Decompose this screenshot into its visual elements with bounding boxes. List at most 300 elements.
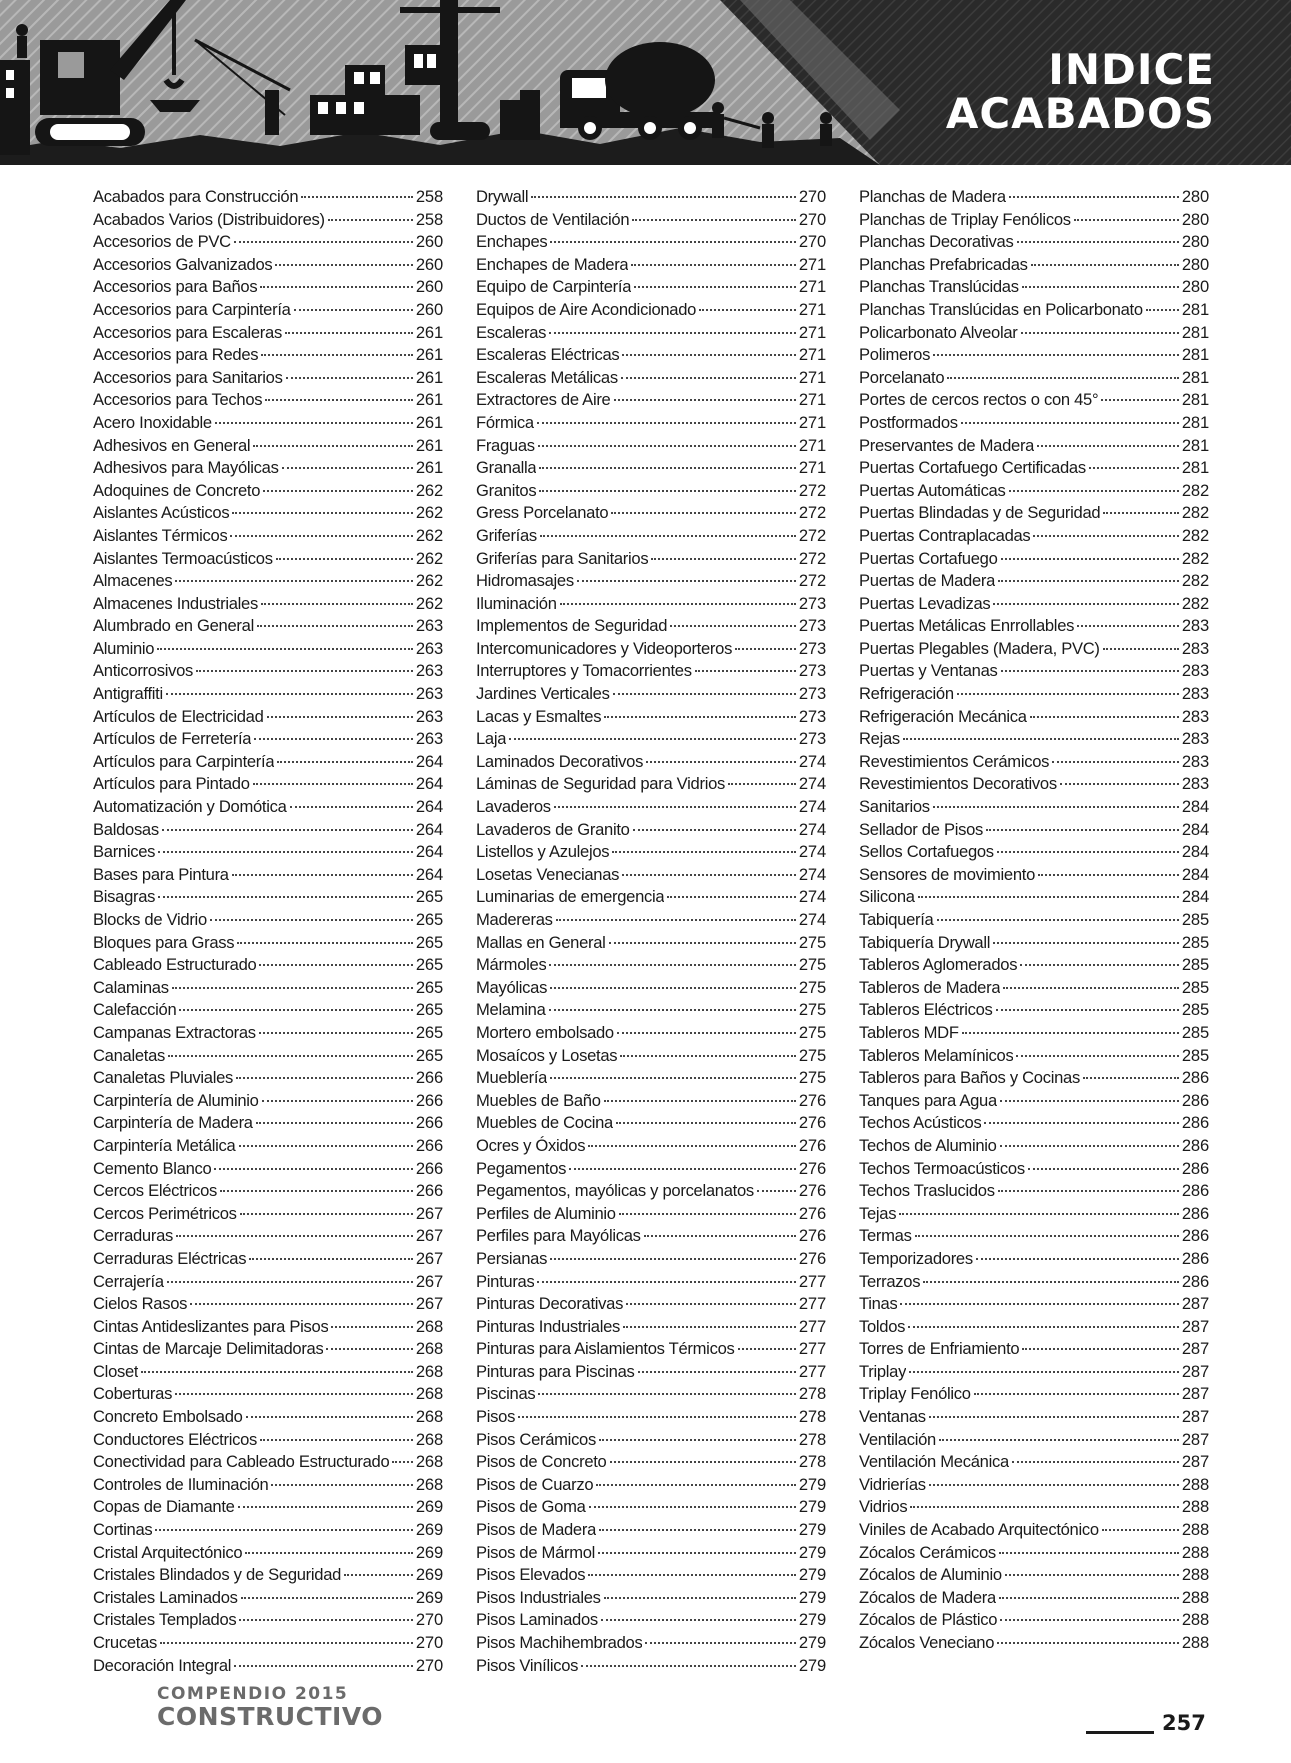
dot-leader <box>240 1213 413 1215</box>
dot-leader <box>604 1100 796 1102</box>
dot-leader <box>344 1574 413 1576</box>
index-entry-name: Accesorios para Carpintería <box>93 299 291 319</box>
index-entry-name: Cerraduras Eléctricas <box>93 1248 247 1268</box>
dot-leader <box>1103 648 1179 650</box>
index-entry-page: 271 <box>798 277 826 297</box>
index-entry-name: Cercos Eléctricos <box>93 1181 217 1201</box>
index-entry-name: Anticorrosivos <box>93 661 194 681</box>
dot-leader <box>253 783 413 785</box>
index-entry-page: 269 <box>415 1497 443 1517</box>
index-entry-page: 288 <box>1181 1542 1209 1562</box>
index-entry-name: Láminas de Seguridad para Vidrios <box>476 774 726 794</box>
index-entry-name: Bases para Pintura <box>93 864 229 884</box>
dot-leader <box>232 874 413 876</box>
index-entry-name: Pisos de Mármol <box>476 1542 596 1562</box>
index-entry-page: 284 <box>1181 842 1209 862</box>
index-entry-name: Laja <box>476 729 507 749</box>
dot-leader <box>301 196 413 198</box>
index-entry-page: 276 <box>798 1203 826 1223</box>
index-entry-name: Cortinas <box>93 1520 153 1540</box>
index-entry <box>859 299 1209 322</box>
index-entry <box>93 231 443 254</box>
index-entry-page: 270 <box>798 187 826 206</box>
index-entry-name: Rejas <box>859 729 900 749</box>
index-entry <box>93 1293 443 1316</box>
index-entry-name: Escaleras <box>476 322 547 342</box>
dot-leader <box>538 445 796 447</box>
index-entry-page: 271 <box>798 254 826 274</box>
dot-leader <box>757 1190 796 1192</box>
index-entry-page: 274 <box>798 910 826 929</box>
index-entry-name: Persianas <box>476 1248 548 1268</box>
index-entry <box>476 1135 826 1158</box>
index-entry-page: 279 <box>798 1542 826 1562</box>
index-entry-name: Interruptores y Tomacorrientes <box>476 661 692 681</box>
index-entry-page: 271 <box>798 390 826 410</box>
index-entry-page: 288 <box>1181 1565 1209 1585</box>
dot-leader <box>160 1642 413 1644</box>
dot-leader <box>604 1597 796 1599</box>
index-entry <box>93 1158 443 1181</box>
dot-leader <box>540 535 796 537</box>
dot-leader <box>667 896 796 898</box>
dot-leader <box>589 1506 796 1508</box>
index-entry-page: 265 <box>415 1000 443 1020</box>
index-entry-name: Tanques para Agua <box>859 1090 997 1110</box>
index-entry <box>859 864 1209 887</box>
dot-leader <box>176 1235 413 1237</box>
index-entry-page: 281 <box>1181 367 1209 387</box>
dot-leader <box>238 1506 413 1508</box>
dot-leader <box>286 377 413 379</box>
index-entry-name: Blocks de Vidrio <box>93 910 207 929</box>
index-entry <box>859 389 1209 412</box>
index-entry <box>859 367 1209 390</box>
index-entry-page: 274 <box>798 797 826 817</box>
index-entry-page: 266 <box>415 1113 443 1133</box>
dot-leader <box>179 1009 413 1011</box>
index-entry <box>859 593 1209 616</box>
dot-leader <box>1102 1529 1179 1531</box>
index-entry <box>93 886 443 909</box>
index-entry-name: Puertas Cortafuego <box>859 548 998 568</box>
index-entry-name: Sensores de movimiento <box>859 864 1036 884</box>
index-entry <box>476 1542 826 1565</box>
index-entry-name: Automatización y Domótica <box>93 797 287 817</box>
index-entry-name: Carpintería Metálica <box>93 1135 236 1155</box>
index-entry-name: Puertas Metálicas Enrrollables <box>859 616 1075 636</box>
index-entry-name: Accesorios para Techos <box>93 390 263 410</box>
index-entry-page: 278 <box>798 1384 826 1404</box>
index-entry <box>859 1429 1209 1452</box>
dot-leader <box>610 1461 796 1463</box>
index-entry-page: 263 <box>415 638 443 658</box>
index-entry-name: Torres de Enfriamiento <box>859 1339 1020 1359</box>
index-entry-name: Pinturas Decorativas <box>476 1294 624 1314</box>
dot-leader <box>947 377 1179 379</box>
dot-leader <box>1001 558 1179 560</box>
dot-leader <box>261 603 413 605</box>
index-entry-name: Planchas Decorativas <box>859 232 1014 252</box>
index-entry-name: Adhesivos en General <box>93 435 251 455</box>
dot-leader <box>230 535 412 537</box>
index-entry-name: Tableros Melamínicos <box>859 1045 1014 1065</box>
index-entry <box>476 1496 826 1519</box>
index-entry-name: Cintas Antideslizantes para Pisos <box>93 1316 329 1336</box>
index-entry <box>476 1564 826 1587</box>
index-entry <box>93 1112 443 1135</box>
index-entry-page: 287 <box>1181 1407 1209 1427</box>
index-entry-name: Listellos y Azulejos <box>476 842 610 862</box>
dot-leader <box>263 490 413 492</box>
index-entry-page: 271 <box>798 435 826 455</box>
index-entry-page: 279 <box>798 1587 826 1607</box>
index-entry <box>859 1632 1209 1655</box>
dot-leader <box>1037 445 1179 447</box>
index-entry <box>93 1406 443 1429</box>
index-entry <box>93 322 443 345</box>
index-entry-name: Cintas de Marcaje Delimitadoras <box>93 1339 324 1359</box>
index-entry <box>93 593 443 616</box>
index-entry-name: Intercomunicadores y Videoporteros <box>476 638 733 658</box>
index-entry <box>476 954 826 977</box>
index-entry-name: Accesorios para Escaleras <box>93 322 282 342</box>
dot-leader <box>141 1371 413 1373</box>
dot-leader <box>621 377 796 379</box>
index-entry-page: 274 <box>798 864 826 884</box>
index-entry <box>476 389 826 412</box>
dot-leader <box>633 829 796 831</box>
index-entry-page: 273 <box>798 729 826 749</box>
index-entry-page: 275 <box>798 1068 826 1088</box>
index-entry <box>859 548 1209 571</box>
index-entry-name: Cristales Laminados <box>93 1587 238 1607</box>
index-entry <box>93 1022 443 1045</box>
index-entry <box>93 502 443 525</box>
index-entry-name: Adhesivos para Mayólicas <box>93 458 279 478</box>
index-entry-name: Pisos Cerámicos <box>476 1429 596 1449</box>
index-entry-name: Puertas Blindadas y de Seguridad <box>859 503 1101 523</box>
dot-leader <box>974 1393 1179 1395</box>
index-entry <box>93 728 443 751</box>
index-entry-name: Pisos Vinílicos <box>476 1655 579 1675</box>
index-entry-page: 274 <box>798 887 826 907</box>
index-entry-page: 266 <box>415 1158 443 1178</box>
index-entry <box>93 1383 443 1406</box>
index-entry-name: Aislantes Térmicos <box>93 525 228 545</box>
index-entry <box>476 1383 826 1406</box>
index-column-1 <box>93 186 443 1677</box>
dot-leader <box>537 1281 795 1283</box>
dot-leader <box>285 332 413 334</box>
index-entry <box>859 502 1209 525</box>
index-entry-page: 266 <box>415 1090 443 1110</box>
index-entry <box>93 1338 443 1361</box>
index-entry-name: Aislantes Termoacústicos <box>93 548 273 568</box>
dot-leader <box>1009 196 1179 198</box>
index-entry-name: Portes de cercos rectos o con 45° <box>859 390 1099 410</box>
index-entry <box>476 412 826 435</box>
index-entry <box>93 819 443 842</box>
index-entry-name: Tejas <box>859 1203 897 1223</box>
index-entry-name: Planchas Translúcidas <box>859 277 1019 297</box>
dot-leader <box>237 942 413 944</box>
dot-leader <box>599 1529 796 1531</box>
index-entry <box>476 480 826 503</box>
dot-leader <box>1033 535 1178 537</box>
dot-leader <box>1000 1619 1179 1621</box>
index-entry <box>93 864 443 887</box>
dot-leader <box>214 1168 412 1170</box>
index-entry-page: 287 <box>1181 1429 1209 1449</box>
index-entry <box>476 999 826 1022</box>
index-entry-name: Granitos <box>476 480 537 500</box>
index-entry-page: 286 <box>1181 1271 1209 1291</box>
index-entry-page: 273 <box>798 638 826 658</box>
index-entry-name: Enchapes <box>476 232 548 252</box>
index-entry-page: 268 <box>415 1452 443 1472</box>
index-entry-name: Muebles de Baño <box>476 1090 601 1110</box>
index-entry <box>476 1361 826 1384</box>
index-entry-name: Tableros MDF <box>859 1022 959 1042</box>
index-entry-page: 263 <box>415 616 443 636</box>
index-entry-page: 288 <box>1181 1633 1209 1652</box>
dot-leader <box>1017 241 1179 243</box>
index-entry-name: Bisagras <box>93 887 156 907</box>
index-entry-page: 261 <box>415 458 443 478</box>
index-entry-name: Acabados Varios (Distribuidores) <box>93 209 325 229</box>
dot-leader <box>609 942 796 944</box>
index-entry <box>93 1655 443 1678</box>
index-entry <box>476 638 826 661</box>
index-entry <box>93 1316 443 1339</box>
index-entry-page: 261 <box>415 390 443 410</box>
dot-leader <box>620 1055 796 1057</box>
index-entry <box>859 1496 1209 1519</box>
index-entry-page: 282 <box>1181 593 1209 613</box>
index-entry-page: 272 <box>798 571 826 591</box>
dot-leader <box>604 716 796 718</box>
index-entry-name: Artículos para Pintado <box>93 774 250 794</box>
index-entry-page: 263 <box>415 729 443 749</box>
index-entry <box>476 1180 826 1203</box>
index-entry <box>859 209 1209 232</box>
index-entry <box>93 254 443 277</box>
index-entry-page: 258 <box>415 187 443 206</box>
index-entry <box>476 209 826 232</box>
index-entry-name: Puertas y Ventanas <box>859 661 998 681</box>
dot-leader <box>616 1122 796 1124</box>
index-entry-name: Pisos de Cuarzo <box>476 1474 594 1494</box>
dot-leader <box>998 1190 1179 1192</box>
dot-leader <box>612 851 796 853</box>
dot-leader <box>997 1642 1179 1644</box>
index-entry-name: Drywall <box>476 187 529 206</box>
index-entry <box>93 570 443 593</box>
index-entry-name: Refrigeración <box>859 684 954 704</box>
dot-leader <box>577 580 796 582</box>
page-number-rule <box>1086 1731 1154 1734</box>
index-entry-name: Losetas Venecianas <box>476 864 620 884</box>
index-entry-name: Equipo de Carpintería <box>476 277 632 297</box>
dot-leader <box>175 580 413 582</box>
dot-leader <box>903 738 1179 740</box>
index-entry-page: 280 <box>1181 277 1209 297</box>
index-entry <box>859 1022 1209 1045</box>
dot-leader <box>1009 490 1179 492</box>
dot-leader <box>276 558 413 560</box>
dot-leader <box>1030 716 1179 718</box>
index-entry <box>93 1474 443 1497</box>
dot-leader <box>326 1348 412 1350</box>
index-entry-name: Accesorios de PVC <box>93 232 231 252</box>
index-entry <box>93 773 443 796</box>
index-entry <box>476 1248 826 1271</box>
index-entry-name: Triplay Fenólico <box>859 1384 971 1404</box>
footer-brand <box>157 1686 383 1729</box>
index-entry <box>859 773 1209 796</box>
index-entry-page: 269 <box>415 1542 443 1562</box>
index-entry-page: 266 <box>415 1068 443 1088</box>
index-entry-page: 283 <box>1181 751 1209 771</box>
index-entry-name: Accesorios para Baños <box>93 277 258 297</box>
index-entry <box>859 1474 1209 1497</box>
index-entry-name: Madereras <box>476 910 553 929</box>
index-entry <box>859 932 1209 955</box>
dot-leader <box>175 1393 413 1395</box>
index-entry-name: Tableros de Madera <box>859 977 1001 997</box>
index-entry-page: 271 <box>798 412 826 432</box>
index-entry-name: Cristales Templados <box>93 1610 237 1630</box>
index-entry <box>93 1519 443 1542</box>
index-entry-page: 266 <box>415 1181 443 1201</box>
index-entry-page: 288 <box>1181 1587 1209 1607</box>
dot-leader <box>166 693 413 695</box>
index-entry <box>476 773 826 796</box>
dot-leader <box>632 219 796 221</box>
index-entry-name: Artículos de Ferretería <box>93 729 252 749</box>
index-entry-page: 263 <box>415 706 443 726</box>
index-entry <box>476 1451 826 1474</box>
index-entry-name: Refrigeración Mecánica <box>859 706 1027 726</box>
index-entry-page: 281 <box>1181 299 1209 319</box>
index-entry-name: Almacenes <box>93 571 173 591</box>
index-entry-name: Cableado Estructurado <box>93 955 257 975</box>
index-entry-page: 273 <box>798 616 826 636</box>
dot-leader <box>549 332 796 334</box>
index-entry <box>476 1406 826 1429</box>
index-entry-name: Perfiles para Mayólicas <box>476 1226 641 1246</box>
index-entry <box>859 1316 1209 1339</box>
dot-leader <box>617 1032 796 1034</box>
dot-leader <box>1031 264 1179 266</box>
index-entry-name: Lacas y Esmaltes <box>476 706 602 726</box>
index-entry <box>859 231 1209 254</box>
index-entry <box>476 751 826 774</box>
index-entry-name: Puertas Cortafuego Certificadas <box>859 458 1086 478</box>
index-entry-name: Pisos Industriales <box>476 1587 601 1607</box>
index-entry-page: 280 <box>1181 254 1209 274</box>
index-entry-name: Sellador de Pisos <box>859 819 984 839</box>
index-entry <box>476 1474 826 1497</box>
index-entry-name: Carpintería de Madera <box>93 1113 253 1133</box>
index-entry-page: 273 <box>798 593 826 613</box>
dot-leader <box>331 1326 412 1328</box>
index-entry-page: 264 <box>415 819 443 839</box>
index-entry-name: Conductores Eléctricos <box>93 1429 258 1449</box>
index-entry <box>93 276 443 299</box>
dot-leader <box>651 558 796 560</box>
dot-leader <box>1146 309 1179 311</box>
index-entry <box>476 570 826 593</box>
index-entry-name: Pisos de Madera <box>476 1520 597 1540</box>
index-entry <box>476 1429 826 1452</box>
index-entry-name: Jardines Verticales <box>476 684 610 704</box>
index-entry-page: 279 <box>798 1497 826 1517</box>
index-entry-name: Muebles de Cocina <box>476 1113 613 1133</box>
index-entry <box>476 1338 826 1361</box>
dot-leader <box>670 625 796 627</box>
dot-leader <box>1077 625 1179 627</box>
index-entry-name: Mosaícos y Losetas <box>476 1045 618 1065</box>
page-number: 257 <box>1162 1711 1206 1735</box>
index-entry-name: Luminarias de emergencia <box>476 887 665 907</box>
index-entry-name: Griferías <box>476 525 537 545</box>
index-entry-name: Mallas en General <box>476 932 606 952</box>
dot-leader <box>596 1484 796 1486</box>
dot-leader <box>290 806 413 808</box>
index-entry-page: 268 <box>415 1429 443 1449</box>
index-entry <box>476 1158 826 1181</box>
index-entry-page: 275 <box>798 955 826 975</box>
index-entry <box>93 751 443 774</box>
dot-leader <box>918 896 1179 898</box>
dot-leader <box>601 1619 796 1621</box>
index-entry <box>476 1090 826 1113</box>
dot-leader <box>257 625 413 627</box>
index-entry-name: Ductos de Ventilación <box>476 209 630 229</box>
index-entry <box>859 977 1209 1000</box>
index-entry-name: Polimeros <box>859 345 931 365</box>
index-entry-name: Revestimientos Decorativos <box>859 774 1057 794</box>
dot-leader <box>241 1597 413 1599</box>
index-entry-page: 285 <box>1181 932 1209 952</box>
index-entry-page: 270 <box>415 1655 443 1675</box>
dot-leader <box>1003 987 1179 989</box>
index-entry-name: Termas <box>859 1226 912 1246</box>
index-entry <box>93 999 443 1022</box>
index-entry-name: Accesorios para Sanitarios <box>93 367 283 387</box>
index-entry <box>93 1587 443 1610</box>
index-entry-page: 266 <box>415 1135 443 1155</box>
dot-leader <box>155 1529 413 1531</box>
index-entry <box>476 435 826 458</box>
index-entry-name: Pinturas <box>476 1271 535 1291</box>
dot-leader <box>614 399 796 401</box>
index-entry <box>476 977 826 1000</box>
index-entry <box>93 841 443 864</box>
dot-leader <box>538 1393 796 1395</box>
dot-leader <box>254 738 413 740</box>
index-entry-page: 274 <box>798 842 826 862</box>
index-entry-page: 271 <box>798 299 826 319</box>
index-entry <box>476 525 826 548</box>
dot-leader <box>239 1145 413 1147</box>
index-entry-page: 279 <box>798 1633 826 1652</box>
index-entry-name: Cielos Rasos <box>93 1294 188 1314</box>
index-entry-name: Ventilación Mecánica <box>859 1452 1009 1472</box>
index-entry-page: 286 <box>1181 1181 1209 1201</box>
